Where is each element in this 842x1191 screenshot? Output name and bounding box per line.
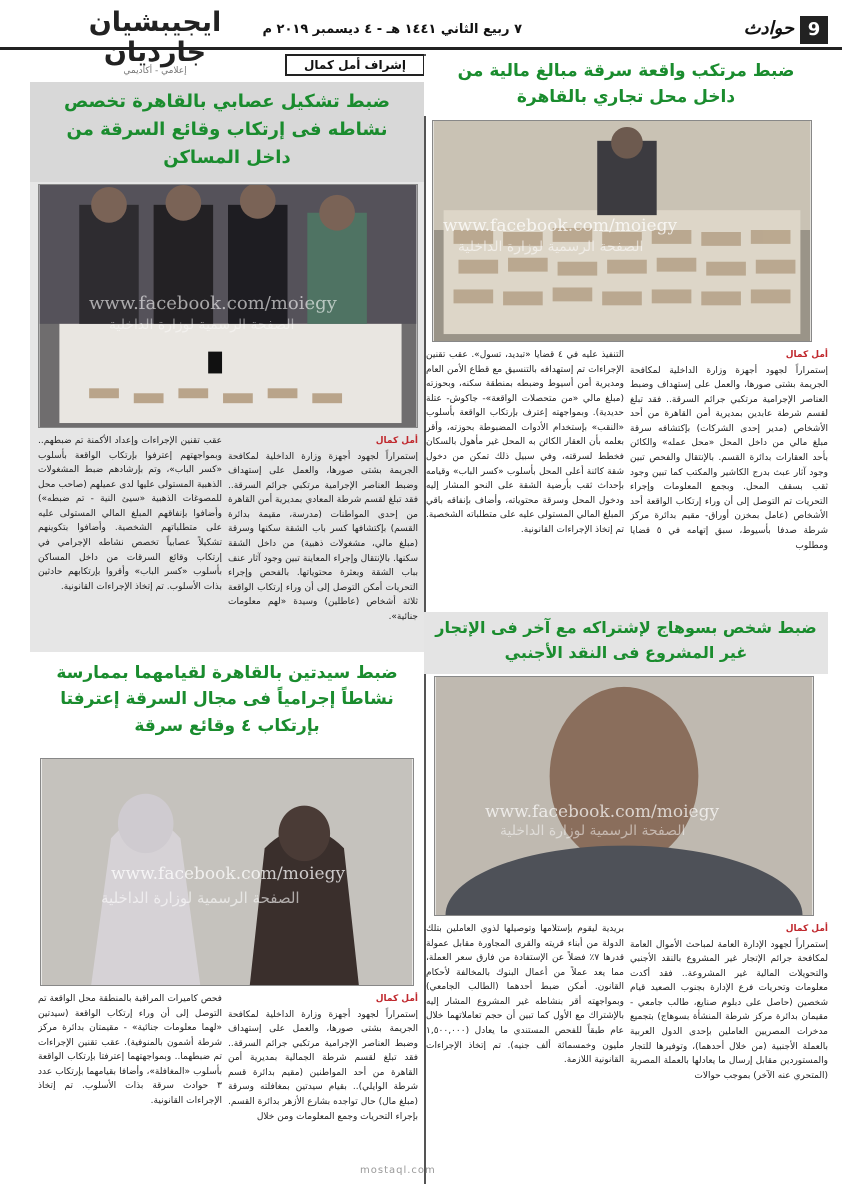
story4-column-left [38, 992, 222, 1164]
footer-watermark: mostaql.com [360, 1165, 436, 1176]
story2-byline: أمل كمال [375, 436, 418, 446]
story3-photo [434, 676, 814, 916]
story2-column-right [228, 434, 418, 644]
section-name: حوادث [743, 18, 794, 39]
story3-byline: أمل كمال [785, 924, 828, 934]
story2-headline: ضبط تشكيل عصابي بالقاهرة تخصص نشاطه فى إرتكاب وقائع السرقة من داخل المساكن [30, 82, 424, 182]
supervision-box: إشراف أمل كمال [285, 54, 425, 76]
story2-watermark: www.facebook.com/moiegy [89, 293, 337, 314]
page-number: 9 [800, 16, 828, 44]
story1-photo [432, 120, 812, 342]
story2-watermark-ar: الصفحة الرسمية لوزارة الداخلية [109, 317, 295, 333]
story1-watermark: www.facebook.com/moiegy [443, 216, 678, 236]
story1-text-left: التنفيذ عليه في ٤ قضايا «تبديد، تسول». عقب تقنين الإجراءات تم إستهدافه بالتنسيق مع قطاع الأمن العام ومديرية أمن أسيوط وضبطه بمنطقة سكنه، وبحوزته (مبلغ مالي «من متحصلات الواقعة»- جاكوش- عتلة حديدية). وبمواجهته إعترف بإرتكاب الواقعة بأسلوب «النقب» بإستخدام الأدوات المضبوطة بحوزته، وأقر بعلمه بأن العقار الكائن به المحل غير مأهول بالسكان فخطط لسرقته، وفي سبيل ذلك تمكن من دخول شقة كائنة أعلى المحل بأسلوب «كسر الباب» وقيامه بإحداث ثقب بأرضية الشقة على النحو المشار إليه ودخول المحل وسرقة محتوياته، وأضاف بإنفاقه باقي المبلغ المالي المستولى عليه على متطلباته الشخصية. تم إتخاذ الإجراءات القانونية. [426, 350, 624, 535]
story2-column-left [38, 434, 222, 644]
story4-text-left: فحص كاميرات المراقبة بالمنطقة محل الواقعة تم التوصل إلى أن وراء إرتكاب الواقعة (سيدتين «لهما معلومات جنائية» - مقيمتان بدائرة مركز شرطة أشمون بالمنوفية). عقب تقنين الإجراءات تم ضبطهما.. وبمواجهتهما إعترفتا بإرتكاب الواقعة بأسلوب «المغافلة»، وأضافا بقيامهما بإرتكاب عدد ٣ حوادث سرقة بذات الأسلوب. تم إتخاذ الإجراءات القانونية. [38, 994, 222, 1107]
story1-headline: ضبط مرتكب واقعة سرقة مبالغ مالية من داخل محل تجاري بالقاهرة [424, 56, 828, 116]
story1-column-left [426, 348, 624, 633]
story4-text-right: إستمراراً لجهود أجهزة وزارة الداخلية لمكافحة الجريمة بشتى صورها، والعمل على إستهداف وضبط العناصر الإجرامية مرتكبي جرائم السرقة.. فقد تبلغ لقسم شرطة الجمالية بمديرية أمن القاهرة من أحد المواطنين (مقيم بدائرة قسم شرطة الوايلي).. بقيام سيدتين بمغافلته وسرقة (مبلغ مال) حال تواجده بشارع الأزهر بدائرة القسم. بإجراء التحريات وجمع المعلومات ومن خلال [228, 1009, 418, 1122]
story3-watermark-ar: الصفحة الرسمية لوزارة الداخلية [500, 823, 686, 839]
story3-text-left: بريدية ليقوم بإستلامها وتوصيلها لذوي العاملين بتلك الدولة من أبناء قريته والقرى المجاورة مقابل عمولة قدرها ٧٪ فضلاً عن الإستفادة من فارق سعر العملة، مما يعد عملاً من أعمال البنوك بالمخالفة لأحكام القانون. أمكن ضبط أحدهما (الطالب الجامعي) وبمواجهته أقر بنشاطه غير المشروع المشار إليه بالإشتراك مع الأول كما تبين أن حجم تعاملاتهما خلال عام طبقاً للفحص المستندي ما يعادل (١,٥٠٠,٠٠٠ مليون وخمسمائة ألف جنيه). تم إتخاذ الإجراءات القانونية اللازمة. [426, 924, 624, 1066]
story1-watermark-ar: الصفحة الرسمية لوزارة الداخلية [458, 239, 644, 255]
newspaper-logo [40, 8, 270, 76]
story4-photo [40, 758, 414, 986]
story1-byline: أمل كمال [785, 350, 828, 360]
story2-text-left: عقب تقنين الإجراءات وإعداد الأكمنة تم ضبطهم.. وبمواجهتهم إعترفوا بإرتكاب الواقعة بأسلوب «كسر الباب»، وتم بإرشادهم ضبط المشغولات الذهبية المستولى عليها لدى عميلهم (صاحب محل للمصوغات الذهبية «سيئ النية - تم ضبطه») وأضافوا بإنفاقهم المبلغ المالي المستولى عليه على متطلباتهم الشخصية. وأضافوا بتكوينهم تشكيلاً عصابياً تخصص نشاطه الإجرامي في إرتكاب وقائع السرقات من داخل المساكن بأسلوب «كسر الباب» وأقروا بإرتكابهم حادثين بذات الأسلوب. تم إتخاذ الإجراءات القانونية. [38, 436, 222, 592]
logo-title: ايجيبشيان جارديان [88, 7, 222, 68]
story4-column-right [228, 992, 418, 1164]
story1-column-right [630, 348, 828, 633]
story2-text-right: إستمراراً لجهود أجهزة وزارة الداخلية لمكافحة الجريمة بشتى صورها، والعمل على إستهداف وضبط العناصر الإجرامية مرتكبي جرائم السرقة.. فقد تبلغ لقسم شرطة المعادي بمديرية أمن القاهرة من إحدى المواطنات (مدرسة، مقيمة بدائرة القسم) بإكتشافها كسر باب الشقة سكنها وسرقة (مبلغ مالي، مشغولات ذهبية) من داخل الشقة سكنها. بالإنتقال وإجراء المعاينة تبين وجود آثار عنف بباب الشقة وبعثرة محتوياتها. بالفحص وإجراء التحريات أمكن التوصل إلى أن وراء إرتكاب الواقعة ثلاثة أشخاص (عاطلين) وسيدة «لهم معلومات جنائية». [228, 451, 418, 622]
story1-text-right: إستمراراً لجهود أجهزة وزارة الداخلية لمكافحة الجريمة بشتى صورها، والعمل على إستهداف وضبط العناصر الإجرامية مرتكبي جرائم السرقة.. فقد تبلغ لقسم شرطة عابدين بمديرية أمن القاهرة من أحد الأشخاص (مدير إحدى الشركات) بإكتشافه سرقة مبلغ مالي من داخل المحل «محل عمله» والكائن بأحد العقارات بدائرة القسم. بالإنتقال والفحص تبين وجود آثار عبث بدرج الكاشير والمكتب كما تبين وجود ثقب بسقف المحل. وبجمع المعلومات وإجراء التحريات تم التوصل إلى أن وراء إرتكاب الواقعة أحد الأشخاص (عامل بمخزن أوراق- مقيم بدائرة مركز شرطة صدفا بأسيوط، سبق إتهامه في ٥ قضايا ومطلوب [630, 365, 828, 551]
logo-subtitle: إعلامي - أكاديمي [123, 66, 187, 76]
story3-text-right: إستمراراً لجهود الإدارة العامة لمباحث الأموال العامة لمكافحة جرائم الإتجار غير المشروع بالنقد الأجنبي والتحويلات المالية غير المشروعة.. فقد أكدت معلومات وتحريات فرع الإدارة بجنوب الصعيد قيام شخصين (حاصل على دبلوم صنايع، طالب جامعي - مقيمان بدائرة مركز شرطة المنشأة بسوهاج) بتجميع مدخرات المصريين العاملين بإحدى الدول العربية بالعملة الأجنبية (من خلال أحدهما)، وتوفيرها للتجار والمستوردين مقابل إرسال ما يعادلها بالعملة المصرية (المتحري عنه الآخر) بموجب حوالات [630, 939, 828, 1081]
story2-photo [38, 184, 418, 428]
story3-column-left [426, 922, 624, 1162]
story3-headline: ضبط شخص بسوهاج لإشتراكه مع آخر فى الإتجار غير المشروع فى النقد الأجنبي [424, 612, 828, 674]
issue-date: ٧ ربيع الثاني ١٤٤١ هـ - ٤ ديسمبر ٢٠١٩ م [262, 22, 522, 37]
story4-headline: ضبط سيدتين بالقاهرة لقيامهما بممارسة نشاطاً إجرامياً فى مجال السرقة إعترفتا بإرتكاب ٤ وقائع سرقة [30, 656, 424, 752]
story3-photo-image [435, 677, 813, 915]
story4-watermark-ar: الصفحة الرسمية لوزارة الداخلية [101, 889, 300, 907]
story3-column-right [630, 922, 828, 1162]
story4-watermark: www.facebook.com/moiegy [111, 864, 346, 884]
story3-watermark: www.facebook.com/moiegy [485, 802, 720, 822]
story4-byline: أمل كمال [375, 994, 418, 1004]
